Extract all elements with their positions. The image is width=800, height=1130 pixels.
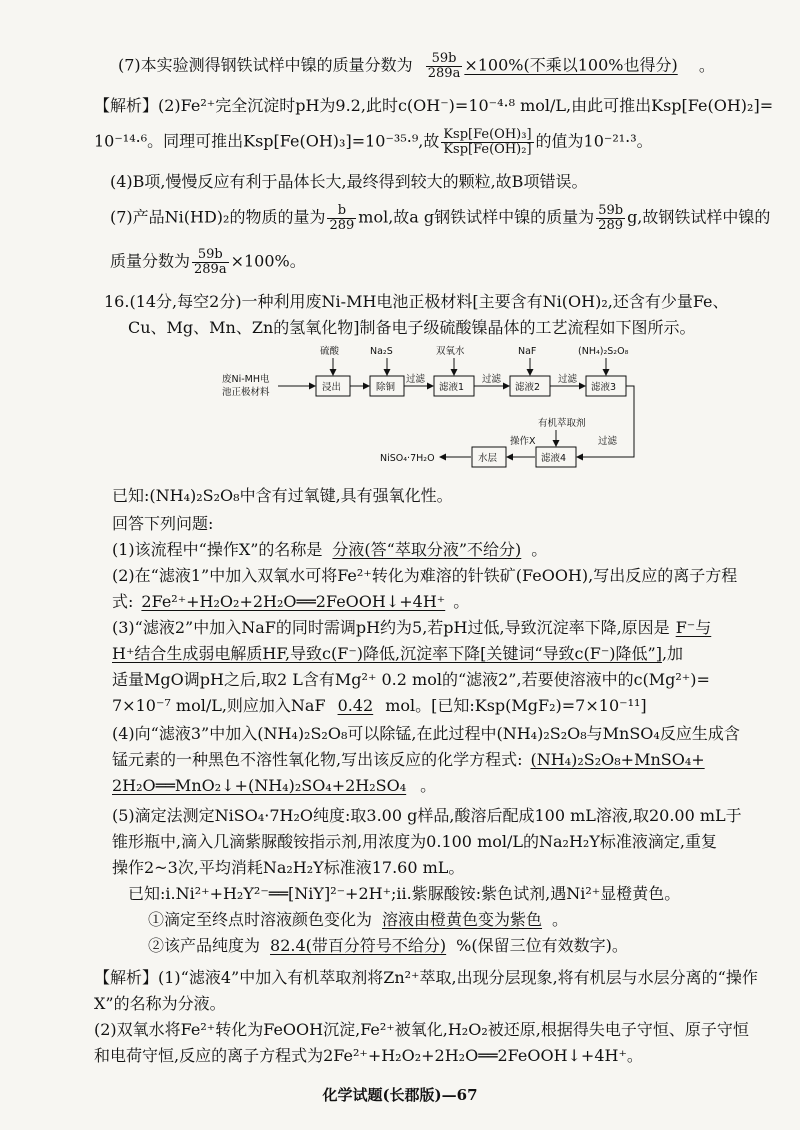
q16-part5-line2: 锥形瓶中,滴入几滴紫脲酸铵指示剂,用浓度为0.100 mol/L的Na₂H₂Y标准液滴定,重复: [112, 832, 717, 851]
q16-part2-line1: (2)在“滤液1”中加入双氧水可将Fe²⁺转化为难溶的针铁矿(FeOOH),写出反应的离子方程: [112, 566, 738, 585]
q16-part5-sub1: ①滴定至终点时溶液颜色变化为 溶液由橙黄色变为紫色 。: [148, 910, 569, 929]
flow-reagent-extractant: 有机萃取剂: [538, 418, 586, 429]
flow-box-copper-removal-label: 除铜: [376, 382, 396, 393]
q16-part3-answer-b: H⁺结合生成弱电解质HF,导致c(F⁻)降低,沉淀率下降[关键词“导致c(F⁻)降低”]: [112, 644, 662, 663]
q16-part3-line4: 7×10⁻⁷ mol/L,则应加入NaF 0.42 mol。[已知:Ksp(MgF₂)=7×10⁻¹¹]: [112, 696, 647, 715]
flow-source-line1: 废Ni-MH电: [222, 374, 270, 385]
q16-part5-answer-purity: 82.4(带百分符号不给分): [270, 936, 447, 955]
q16-part4-answer-a: (NH₄)₂S₂O₈+MnSO₄+: [530, 750, 705, 769]
part7-answer-line: [118, 52, 715, 80]
q16-part4-line1: (4)向“滤液3”中加入(NH₄)₂S₂O₈可以除锰,在此过程中(NH₄)₂S₂O₈与MnSO₄反应生成含: [112, 724, 740, 743]
q16-part5-answer-color: 溶液由橙黄色变为紫色: [382, 910, 543, 929]
analysis2-line2: X”的名称为分液。: [94, 994, 226, 1013]
flow-reagent-sulfuric-acid: 硫酸: [320, 346, 340, 357]
q16-part4-line2: 锰元素的一种黑色不溶性氧化物,写出该反应的化学方程式: (NH₄)₂S₂O₈+MnSO₄+: [112, 750, 705, 769]
flow-box-filtrate3-label: 滤液3: [591, 382, 617, 393]
flow-reagent-persulfate: (NH₄)₂S₂O₈: [578, 346, 629, 357]
flow-box-leach-label: 浸出: [322, 382, 342, 393]
flow-product: NiSO₄·7H₂O: [380, 453, 435, 464]
flow-box-filtrate2-label: 滤液2: [515, 382, 541, 393]
q16-intro-line1: 16.(14分,每空2分)一种利用废Ni-MH电池正极材料[主要含有Ni(OH)₂,还含有少量Fe、: [104, 292, 729, 311]
process-flow-diagram: [220, 344, 640, 479]
flow-label-filter2: 过滤: [482, 374, 502, 385]
flow-label-filter4: 过滤: [598, 436, 618, 447]
q16-part1-answer: 分液(答“萃取分液”不给分): [332, 540, 522, 559]
flow-box-filtrate1-label: 滤液1: [439, 382, 465, 393]
part7-fraction: $\frac{59b}{289a}$: [427, 51, 461, 81]
q16-part5-line3: 操作2~3次,平均消耗Na₂H₂Y标准液17.60 mL。: [112, 858, 465, 877]
flow-box-filtrate4-label: 滤液4: [541, 453, 567, 464]
q16-part5-line1: (5)滴定法测定NiSO₄·7H₂O纯度:取3.00 g样品,酸溶后配成100 mL溶液,取20.00 mL于: [112, 806, 742, 825]
flow-reagent-na2s: Na₂S: [370, 346, 393, 357]
flow-label-filter1: 过滤: [406, 374, 426, 385]
part7-tail: ×100%(不乘以100%也得分): [464, 55, 678, 75]
q16-part3-answer-a: F⁻与: [675, 618, 712, 637]
analysis1-line1: 【解析】(2)Fe²⁺完全沉淀时pH为9.2,此时c(OH⁻)=10⁻⁴·⁸ mol/L,由此可推出Ksp[Fe(OH)₂]=: [94, 96, 774, 115]
analysis2-line4: 和电荷守恒,反应的离子方程式为2Fe²⁺+H₂O₂+2H₂O══2FeOOH↓+4H⁺。: [94, 1046, 643, 1065]
part7-lead: (7)本实验测得钢铁试样中镍的质量分数为: [118, 55, 413, 75]
q16-part3-answer-c: 0.42: [337, 696, 374, 715]
q16-part5-known: 已知:ⅰ.Ni²⁺+H₂Y²⁻══[NiY]²⁻+2H⁺;ⅱ.紫脲酸铵:紫色试剂,遇Ni²⁺显橙黄色。: [128, 884, 681, 903]
flow-source-line2: 池正极材料: [222, 387, 270, 398]
q16-part5-sub2: ②该产品纯度为 82.4(带百分符号不给分) %(保留三位有效数字)。: [148, 936, 628, 955]
q16-prompt: 回答下列问题:: [112, 514, 214, 533]
flow-box-aqueous-layer-label: 水层: [478, 453, 498, 464]
flow-label-filter3: 过滤: [558, 374, 578, 385]
flow-reagent-h2o2: 双氧水: [436, 346, 465, 357]
part7-period: 。: [698, 55, 715, 75]
analysis1-line2: 10⁻¹⁴·⁶。同理可推出Ksp[Fe(OH)₃]=10⁻³⁵·⁹,故 $\frac{\text{Ksp[Fe(OH)₃]}}{\text{Ksp[Fe(OH)₂]}}$ 的值为10⁻²¹·³。: [94, 127, 653, 157]
q16-part4-answer-b: 2H₂O══MnO₂↓+(NH₄)₂SO₄+2H₂SO₄: [112, 776, 407, 795]
analysis2-line3: (2)双氧水将Fe²⁺转化为FeOOH沉淀,Fe²⁺被氧化,H₂O₂被还原,根据得失电子守恒、原子守恒: [94, 1020, 749, 1039]
q16-part3-line3: 适量MgO调pH之后,取2 L含有Mg²⁺ 0.2 mol的“滤液2”,若要使溶液中的c(Mg²⁺)=: [112, 670, 710, 689]
analysis1-line4: (7)产品Ni(HD)₂的物质的量为 $\frac{b}{289}$ mol,故a g钢铁试样中镍的质量为 $\frac{59b}{289}$ g,故钢铁试样中镍的: [110, 203, 771, 233]
page-footer: 化学试题(长郡版)—67: [322, 1086, 478, 1104]
q16-part1: (1)该流程中“操作X”的名称是 分液(答“萃取分液”不给分) 。: [112, 540, 548, 559]
q16-part2-answer: 2Fe²⁺+H₂O₂+2H₂O══2FeOOH↓+4H⁺: [141, 592, 446, 611]
analysis1-line3: (4)B项,慢慢反应有利于晶体长大,最终得到较大的颗粒,故B项错误。: [110, 172, 588, 191]
q16-known: 已知:(NH₄)₂S₂O₈中含有过氧键,具有强氧化性。: [112, 486, 453, 505]
analysis2-line1: 【解析】(1)“滤液4”中加入有机萃取剂将Zn²⁺萃取,出现分层现象,将有机层与水层分离的“操作: [94, 968, 758, 987]
q16-part3-line2: H⁺结合生成弱电解质HF,导致c(F⁻)降低,沉淀率下降[关键词“导致c(F⁻)降低”],加: [112, 644, 684, 663]
analysis1-line5: 质量分数为 $\frac{59b}{289a}$ ×100%。: [110, 247, 306, 277]
q16-part3-line1: (3)“滤液2”中加入NaF的同时需调pH约为5,若pH过低,导致沉淀率下降,原因是 F⁻与: [112, 618, 712, 637]
flow-label-operation-x: 操作X: [510, 436, 536, 447]
q16-part2-line2: 式: 2Fe²⁺+H₂O₂+2H₂O══2FeOOH↓+4H⁺ 。: [112, 592, 470, 611]
q16-intro-line2: Cu、Mg、Mn、Zn的氢氧化物]制备电子级硫酸镍晶体的工艺流程如下图所示。: [128, 318, 696, 337]
flow-reagent-naf: NaF: [518, 346, 537, 357]
q16-part4-line3: 2H₂O══MnO₂↓+(NH₄)₂SO₄+2H₂SO₄ 。: [112, 776, 437, 795]
